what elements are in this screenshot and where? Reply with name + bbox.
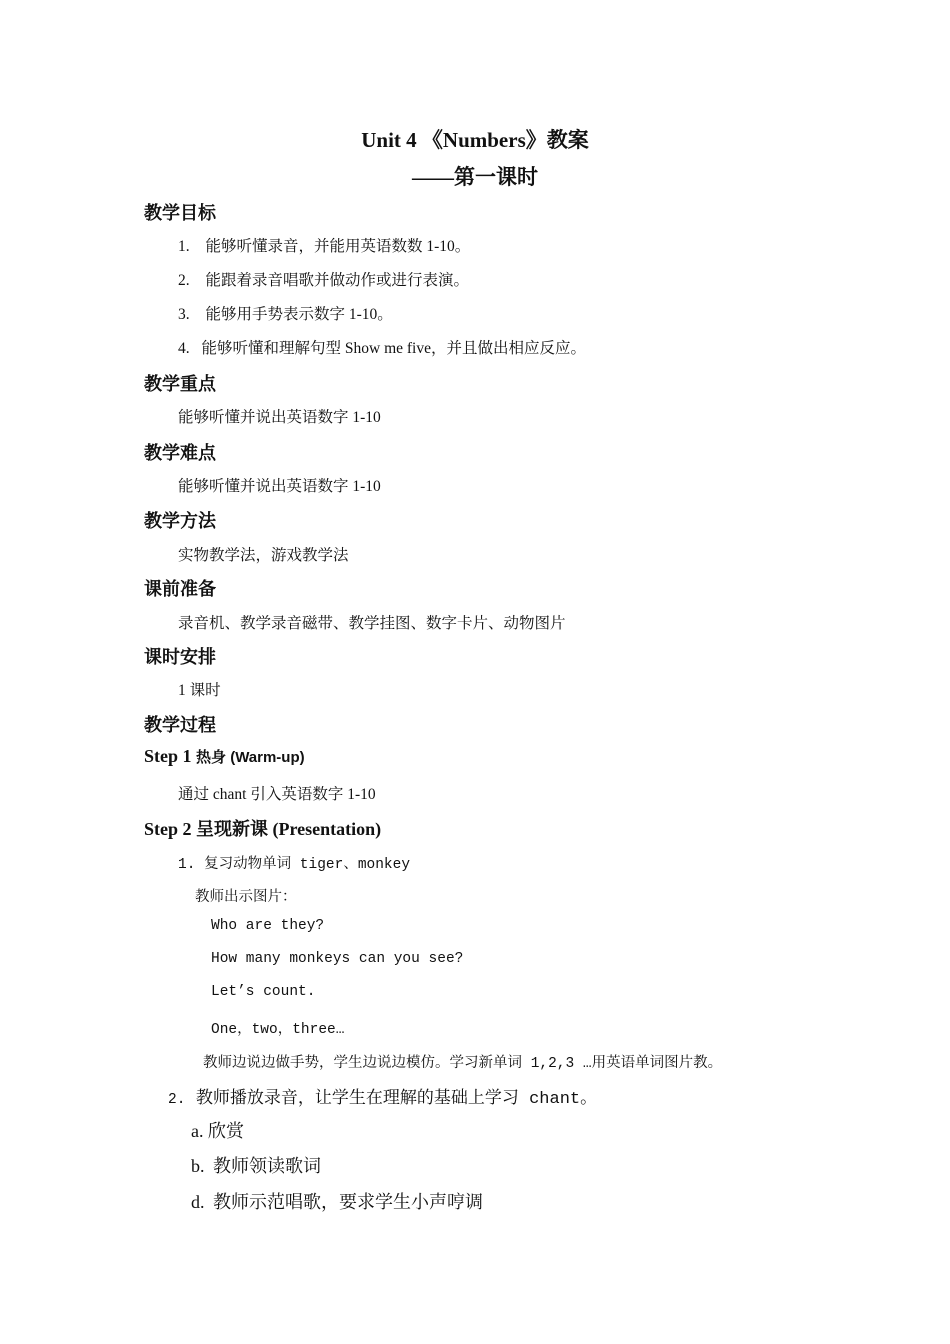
step1-heading xyxy=(144,746,305,767)
goal-number: 4. xyxy=(178,340,190,357)
goal-item xyxy=(178,302,393,324)
sub-item-letter: b. xyxy=(191,1156,205,1176)
section-heading-process: 教学过程 xyxy=(144,715,216,735)
section-heading-preparation: 课前准备 xyxy=(144,579,216,599)
key-points-text: 能够听懂并说出英语数字 1-10 xyxy=(178,409,381,426)
preparation-text: 录音机、教学录音磁带、教学挂图、数字卡片、动物图片 xyxy=(178,615,566,632)
goal-item xyxy=(178,268,469,290)
step2-item2-text: 教师播放录音，让学生在理解的基础上学习 chant。 xyxy=(195,1090,598,1109)
dialog-line: How many monkeys can you see? xyxy=(211,951,464,967)
step1-label: Step 1 xyxy=(144,746,197,766)
step2-item1-number: 1. xyxy=(178,857,196,873)
dialog-line: Who are they? xyxy=(211,918,325,934)
section-heading-methods: 教学方法 xyxy=(144,511,216,531)
sub-item-letter: a. xyxy=(191,1121,204,1141)
step2-sub-item xyxy=(191,1188,483,1214)
step1-en: (Warm-up) xyxy=(226,749,305,766)
goal-number: 2. xyxy=(178,272,190,289)
step2-item2 xyxy=(168,1083,597,1109)
sub-item-text: 教师领读歌词 xyxy=(213,1156,321,1176)
goal-number: 3. xyxy=(178,306,190,323)
goal-item xyxy=(178,336,586,358)
step2-item2-number: 2. xyxy=(168,1092,186,1108)
difficulties-text: 能够听懂并说出英语数字 1-10 xyxy=(178,478,381,495)
goal-text: 能够用手势表示数字 1-10。 xyxy=(205,306,393,323)
sub-item-text: 教师示范唱歌，要求学生小声哼调 xyxy=(213,1192,483,1212)
step1-cn: 热身 xyxy=(196,749,227,766)
step2-sub-item xyxy=(191,1117,244,1143)
step2-item1 xyxy=(178,852,410,873)
goal-text: 能够听懂录音，并能用英语数数 1-10。 xyxy=(205,238,471,255)
step2-item1-intro: 教师出示图片： xyxy=(195,890,297,906)
sub-item-text: 欣赏 xyxy=(208,1121,244,1141)
step2-item1-note: 教师边说边做手势，学生边说边模仿。学习新单词 1,2,3 …用英语单词图片教。 xyxy=(203,1056,723,1072)
section-heading-key-points: 教学重点 xyxy=(144,374,216,394)
schedule-text: 1 课时 xyxy=(178,682,221,699)
goal-text: 能够听懂和理解句型 Show me five，并且做出相应反应。 xyxy=(201,340,586,357)
goal-text: 能跟着录音唱歌并做动作或进行表演。 xyxy=(205,272,470,289)
step2-heading: Step 2 呈现新课 (Presentation) xyxy=(144,819,382,839)
methods-text: 实物教学法，游戏教学法 xyxy=(178,547,349,564)
step2-sub-item xyxy=(191,1152,321,1178)
document-subtitle: ——第一课时 xyxy=(412,165,538,189)
step1-text: 通过 chant 引入英语数字 1-10 xyxy=(178,786,376,803)
section-heading-goals: 教学目标 xyxy=(144,203,216,223)
document-title: Unit 4 《Numbers》教案 xyxy=(361,128,589,152)
step2-item1-text: 复习动物单词 tiger、monkey xyxy=(204,857,411,873)
dialog-line: Let’s count. xyxy=(211,984,316,1000)
section-heading-schedule: 课时安排 xyxy=(144,647,216,667)
goal-item xyxy=(178,234,470,256)
goal-number: 1. xyxy=(178,238,190,255)
sub-item-letter: d. xyxy=(191,1192,205,1212)
section-heading-difficulties: 教学难点 xyxy=(144,443,216,463)
dialog-line: One，two，three… xyxy=(211,1022,345,1038)
